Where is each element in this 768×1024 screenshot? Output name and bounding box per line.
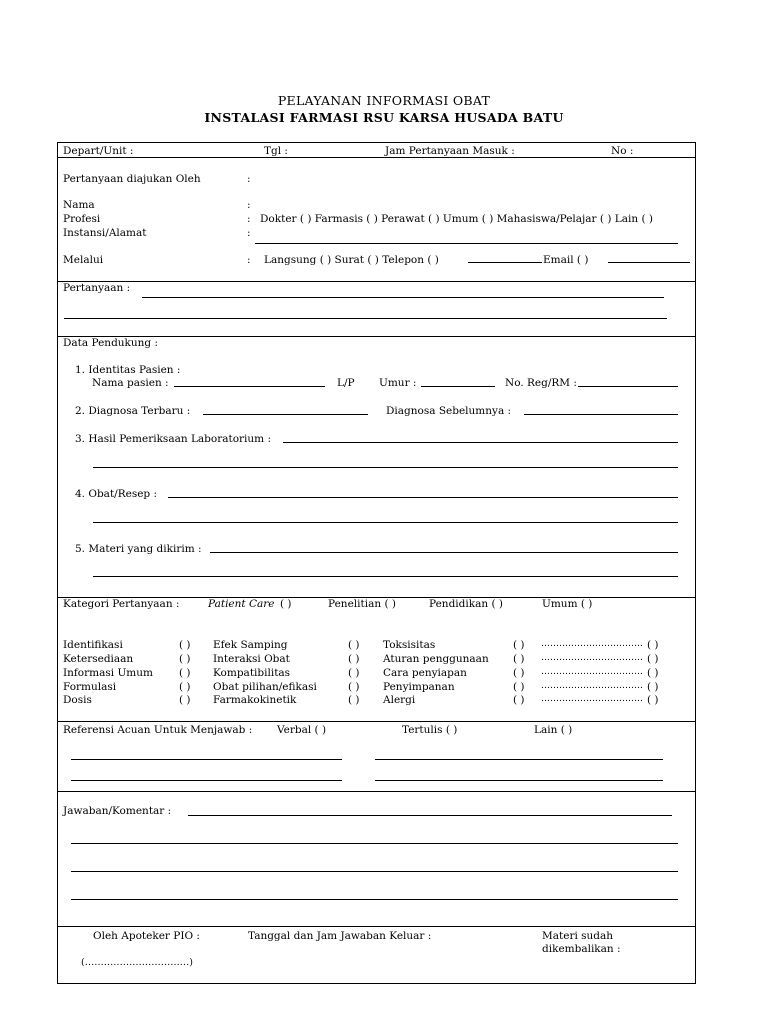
category-item: Dosis: [63, 694, 92, 706]
data-pendukung-label: Data Pendukung :: [63, 337, 159, 349]
verbal-option[interactable]: Verbal ( ): [277, 724, 327, 736]
referensi-line[interactable]: [375, 759, 663, 760]
category-box[interactable]: ( ): [647, 681, 659, 693]
colon: :: [247, 254, 251, 266]
category-box[interactable]: ( ): [647, 639, 659, 651]
category-item: Ketersediaan: [63, 653, 134, 665]
jawaban-line[interactable]: [71, 843, 678, 844]
category-item: Kompatibilitas: [213, 667, 291, 679]
signature-field[interactable]: (……………………………): [81, 957, 193, 968]
colon: :: [247, 199, 251, 211]
jam-label: Jam Pertanyaan Masuk :: [385, 145, 515, 157]
category-item: Informasi Umum: [63, 667, 153, 679]
nama-label: Nama: [63, 199, 95, 211]
category-item: Penyimpanan: [383, 681, 455, 693]
category-box[interactable]: ( ): [647, 653, 659, 665]
category-box[interactable]: ( ): [513, 639, 525, 651]
jawaban-line[interactable]: [188, 815, 672, 816]
category-box[interactable]: ( ): [348, 681, 360, 693]
pertanyaan-label: Pertanyaan :: [63, 282, 131, 294]
divider: [57, 926, 696, 927]
category-item: Alergi: [383, 694, 416, 706]
page-subtitle: INSTALASI FARMASI RSU KARSA HUSADA BATU: [204, 110, 564, 125]
noreg-label: No. Reg/RM :: [505, 377, 577, 389]
category-box[interactable]: ( ): [179, 694, 191, 706]
instansi-line[interactable]: [255, 243, 678, 244]
pendidikan-option[interactable]: Pendidikan ( ): [429, 598, 503, 610]
category-item: Formulasi: [63, 681, 117, 693]
depart-label: Depart/Unit :: [63, 145, 134, 157]
category-box[interactable]: ( ): [348, 653, 360, 665]
category-item: Identifikasi: [63, 639, 123, 651]
divider: [57, 791, 696, 792]
category-item: Farmakokinetik: [213, 694, 297, 706]
profesi-options[interactable]: Dokter ( ) Farmasis ( ) Perawat ( ) Umum ( ) Mahasiswa/Pelajar ( ) Lain ( ): [260, 213, 654, 225]
jawaban-label: Jawaban/Komentar :: [63, 805, 172, 817]
diagnosa-sebelum-label: Diagnosa Sebelumnya :: [386, 405, 512, 417]
lab-line[interactable]: [93, 467, 678, 468]
category-item: Toksisitas: [383, 639, 436, 651]
diagnosa-terbaru-line[interactable]: [203, 414, 368, 415]
nama-pasien-label: Nama pasien :: [92, 377, 169, 389]
category-box[interactable]: ( ): [647, 667, 659, 679]
diagnosa-sebelum-line[interactable]: [524, 414, 678, 415]
category-box[interactable]: ( ): [513, 681, 525, 693]
lp-label: L/P: [337, 377, 355, 389]
divider: [57, 721, 696, 722]
obat-resep-label: 4. Obat/Resep :: [75, 488, 158, 500]
page-title: PELAYANAN INFORMASI OBAT: [277, 93, 491, 108]
penelitian-option[interactable]: Penelitian ( ): [328, 598, 396, 610]
category-box[interactable]: ( ): [179, 639, 191, 651]
materi-line[interactable]: [210, 552, 678, 553]
materi-label: 5. Materi yang dikirim :: [75, 543, 202, 555]
other-dots[interactable]: …………………………….: [541, 681, 643, 691]
obat-resep-line[interactable]: [93, 522, 678, 523]
patient-care-label: Patient Care: [208, 598, 275, 610]
category-box[interactable]: ( ): [179, 681, 191, 693]
other-dots[interactable]: …………………………….: [541, 667, 643, 677]
category-box[interactable]: ( ): [513, 667, 525, 679]
form-frame: [57, 142, 696, 984]
no-label: No :: [611, 145, 634, 157]
umum-option[interactable]: Umum ( ): [542, 598, 593, 610]
tanggal-jawaban-label: Tanggal dan Jam Jawaban Keluar :: [248, 930, 432, 942]
tgl-label: Tgl :: [264, 145, 288, 157]
email-line[interactable]: [608, 262, 690, 263]
materi-line[interactable]: [93, 576, 678, 577]
diajukan-label: Pertanyaan diajukan Oleh: [63, 173, 201, 185]
instansi-label: Instansi/Alamat: [63, 227, 147, 239]
melalui-options[interactable]: Langsung ( ) Surat ( ) Telepon ( ): [264, 254, 439, 266]
category-item: Cara penyiapan: [383, 667, 467, 679]
category-box[interactable]: ( ): [348, 667, 360, 679]
category-box[interactable]: ( ): [348, 639, 360, 651]
identitas-label: 1. Identitas Pasien :: [75, 364, 181, 376]
colon: :: [247, 227, 251, 239]
obat-resep-line[interactable]: [168, 497, 678, 498]
umur-label: Umur :: [379, 377, 417, 389]
divider: [57, 281, 696, 282]
pertanyaan-line[interactable]: [64, 318, 667, 319]
nama-pasien-line[interactable]: [174, 386, 325, 387]
category-box[interactable]: ( ): [513, 694, 525, 706]
kategori-label: Kategori Pertanyaan :: [63, 598, 180, 610]
category-box[interactable]: ( ): [179, 653, 191, 665]
category-box[interactable]: ( ): [513, 653, 525, 665]
materi-kembali-label-2: dikembalikan :: [542, 943, 621, 955]
patient-care-box[interactable]: ( ): [280, 598, 292, 610]
colon: :: [247, 213, 251, 225]
referensi-line[interactable]: [71, 759, 342, 760]
referensi-line[interactable]: [375, 780, 663, 781]
category-item: Aturan penggunaan: [383, 653, 489, 665]
lab-line[interactable]: [283, 442, 678, 443]
colon: :: [247, 173, 251, 185]
category-item: Obat pilihan/efikasi: [213, 681, 317, 693]
referensi-line[interactable]: [71, 780, 342, 781]
oleh-apoteker-label: Oleh Apoteker PIO :: [93, 930, 200, 942]
email-option[interactable]: Email ( ): [543, 254, 589, 266]
materi-kembali-label-1: Materi sudah: [542, 930, 614, 942]
other-dots[interactable]: …………………………….: [541, 653, 643, 663]
category-box[interactable]: ( ): [348, 694, 360, 706]
umur-line[interactable]: [421, 386, 495, 387]
melalui-label: Melalui: [63, 254, 104, 266]
tertulis-option[interactable]: Tertulis ( ): [402, 724, 458, 736]
category-box[interactable]: ( ): [179, 667, 191, 679]
lab-label: 3. Hasil Pemeriksaan Laboratorium :: [75, 433, 272, 445]
category-item: Interaksi Obat: [213, 653, 290, 665]
divider: [57, 157, 696, 158]
diagnosa-terbaru-label: 2. Diagnosa Terbaru :: [75, 405, 191, 417]
jawaban-line[interactable]: [71, 899, 678, 900]
noreg-line[interactable]: [578, 386, 678, 387]
other-dots[interactable]: …………………………….: [541, 639, 643, 649]
other-dots[interactable]: …………………………….: [541, 694, 643, 704]
category-item: Efek Samping: [213, 639, 288, 651]
telepon-line[interactable]: [468, 262, 542, 263]
category-box[interactable]: ( ): [647, 694, 659, 706]
referensi-label: Referensi Acuan Untuk Menjawab :: [63, 724, 253, 736]
pertanyaan-line[interactable]: [142, 297, 664, 298]
jawaban-line[interactable]: [71, 871, 678, 872]
profesi-label: Profesi: [63, 213, 101, 225]
lain-option[interactable]: Lain ( ): [534, 724, 573, 736]
